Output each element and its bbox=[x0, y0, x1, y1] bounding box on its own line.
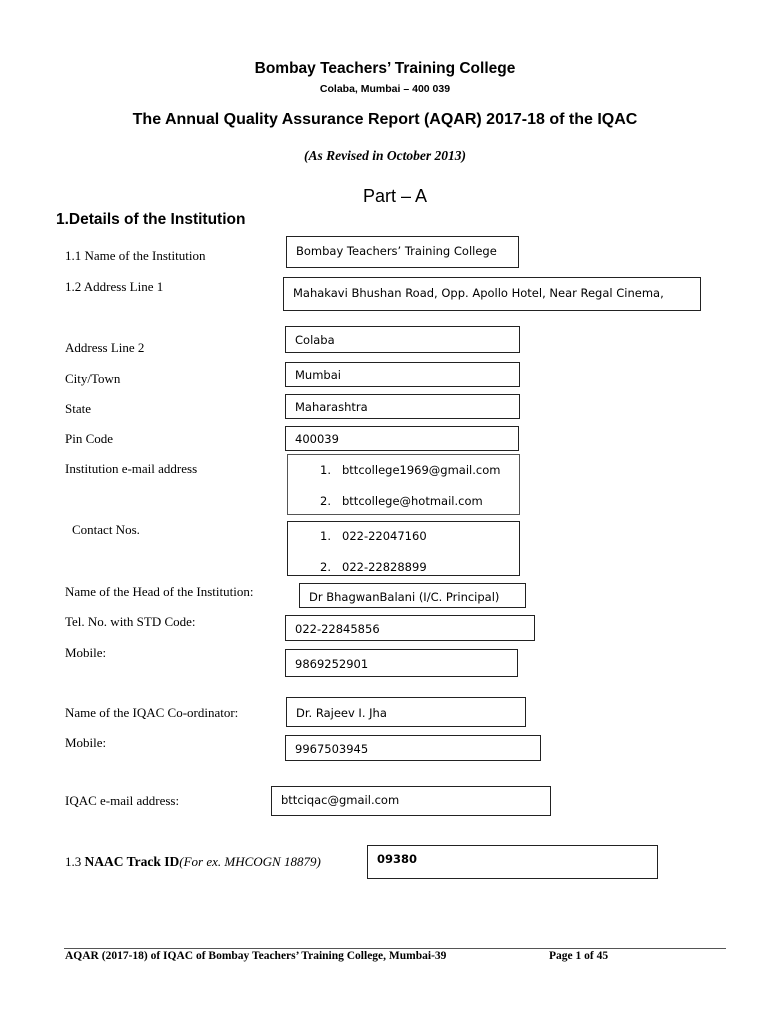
naac-track-field bbox=[367, 845, 658, 879]
naac-prefix: 1.3 bbox=[65, 854, 85, 869]
address-line2-value: Colaba bbox=[295, 333, 335, 347]
institution-name-label: 1.1 Name of the Institution bbox=[65, 248, 206, 263]
naac-track-label bbox=[65, 854, 321, 870]
contact-numbers-label: Contact Nos. bbox=[72, 522, 140, 537]
head-of-institution-field bbox=[299, 583, 526, 608]
college-address: Colaba, Mumbai – 400 039 bbox=[319, 83, 451, 95]
iqac-mobile-label: Mobile: bbox=[65, 735, 107, 750]
address-line2-field bbox=[285, 326, 520, 353]
mobile-value: 9869252901 bbox=[295, 657, 369, 671]
footer-left: AQAR (2017-18) of IQAC of Bombay Teachers’ Training College, Mumbai-39 bbox=[65, 950, 447, 962]
iqac-coordinator-value: Dr. Rajeev I. Jha bbox=[296, 706, 387, 720]
city-label: City/Town bbox=[65, 371, 121, 386]
institution-name-field bbox=[286, 236, 519, 268]
head-of-institution-label: Name of the Head of the Institution: bbox=[65, 584, 254, 599]
iqac-coordinator-field bbox=[286, 697, 526, 727]
city-field bbox=[285, 362, 520, 387]
list-marker: 1. bbox=[320, 463, 331, 477]
address-line2-label: Address Line 2 bbox=[65, 340, 145, 355]
address-line1-value: Mahakavi Bhushan Road, Opp. Apollo Hotel, Near Regal Cinema, bbox=[293, 286, 664, 300]
head-of-institution-value: Dr BhagwanBalani (I/C. Principal) bbox=[309, 590, 500, 604]
contact-item bbox=[320, 560, 427, 574]
email-value: bttcollege1969@gmail.com bbox=[342, 463, 501, 477]
email-item bbox=[320, 494, 483, 508]
address-line1-label: 1.2 Address Line 1 bbox=[65, 279, 164, 294]
iqac-email-label: IQAC e-mail address: bbox=[65, 793, 180, 808]
state-label: State bbox=[65, 401, 91, 416]
telephone-value: 022-22845856 bbox=[295, 622, 380, 636]
iqac-email-value: bttciqac@gmail.com bbox=[281, 793, 400, 807]
contact-value: 022-22047160 bbox=[342, 529, 427, 543]
email-item bbox=[320, 463, 500, 477]
list-marker: 2. bbox=[320, 494, 331, 508]
state-value: Maharashtra bbox=[295, 400, 368, 414]
page-number: Page 1 of 45 bbox=[549, 950, 609, 962]
footer-divider bbox=[64, 948, 726, 949]
section-title: 1.Details of the Institution bbox=[56, 211, 246, 228]
list-marker: 1. bbox=[320, 529, 331, 543]
list-marker: 2. bbox=[320, 560, 331, 574]
college-name: Bombay Teachers’ Training College bbox=[254, 60, 516, 77]
email-value: bttcollege@hotmail.com bbox=[342, 494, 483, 508]
pin-code-field bbox=[285, 426, 519, 451]
contact-value: 022-22828899 bbox=[342, 560, 427, 574]
address-line1-field bbox=[283, 277, 701, 311]
state-field bbox=[285, 394, 520, 419]
institution-email-field bbox=[287, 454, 520, 515]
naac-label-bold: NAAC Track ID bbox=[84, 854, 180, 869]
institution-email-label: Institution e-mail address bbox=[65, 461, 198, 476]
pin-code-value: 400039 bbox=[295, 432, 339, 446]
iqac-mobile-value: 9967503945 bbox=[295, 742, 369, 756]
contact-numbers-field bbox=[287, 521, 520, 576]
naac-track-value: 09380 bbox=[377, 852, 418, 866]
iqac-mobile-field bbox=[285, 735, 541, 761]
pin-code-label: Pin Code bbox=[65, 431, 114, 446]
mobile-label: Mobile: bbox=[65, 645, 107, 660]
iqac-email-field bbox=[271, 786, 551, 816]
contact-item bbox=[320, 529, 427, 543]
telephone-label: Tel. No. with STD Code: bbox=[65, 614, 196, 629]
naac-hint: (For ex. MHCOGN 18879) bbox=[179, 854, 321, 869]
part-heading: Part – A bbox=[362, 186, 428, 206]
city-value: Mumbai bbox=[295, 368, 341, 382]
report-title: The Annual Quality Assurance Report (AQAR) 2017-18 of the IQAC bbox=[132, 111, 638, 128]
iqac-coordinator-label: Name of the IQAC Co-ordinator: bbox=[65, 705, 239, 720]
telephone-field bbox=[285, 615, 535, 641]
mobile-field bbox=[285, 649, 518, 677]
revision-note: (As Revised in October 2013) bbox=[304, 148, 466, 163]
institution-name-value: Bombay Teachers’ Training College bbox=[296, 244, 497, 258]
